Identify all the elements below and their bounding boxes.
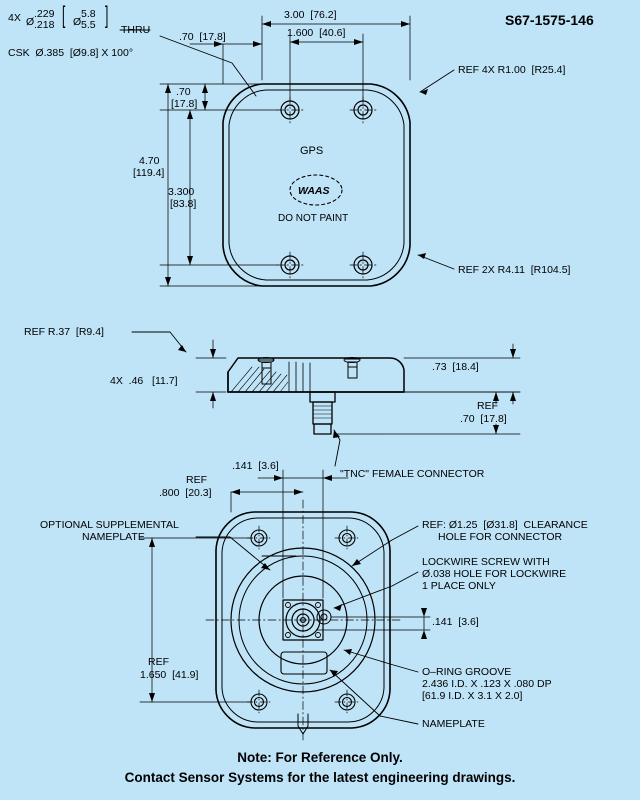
lockwire-line1: LOCKWIRE SCREW WITH bbox=[422, 556, 550, 568]
bracket-open-icon: [ bbox=[62, 2, 66, 29]
do-not-paint-label: DO NOT PAINT bbox=[278, 213, 349, 224]
lockwire-line2: Ø.038 HOLE FOR LOCKWIRE bbox=[422, 568, 567, 580]
dim-70-top: .70 [17.8] bbox=[179, 31, 226, 43]
dim-70-left-line2: [17.8] bbox=[171, 98, 198, 110]
csk-note: CSK Ø.385 [Ø9.8] X 100° bbox=[8, 47, 134, 59]
dim-70-side: .70 [17.8] bbox=[460, 413, 507, 425]
bracket-close-icon: ] bbox=[105, 2, 109, 29]
hole-dia-inch-max: .229 bbox=[34, 8, 55, 20]
hole-dia-symbol-1: Ø bbox=[26, 16, 35, 28]
oring-line2: 2.436 I.D. X .123 X .080 DP bbox=[422, 678, 552, 690]
hole-dia-mm-max: 5.8 bbox=[81, 8, 96, 20]
dim-3-00: 3.00 [76.2] bbox=[284, 9, 337, 21]
dim-3-300-line2: [83.8] bbox=[170, 198, 197, 210]
nameplate-label: NAMEPLATE bbox=[422, 718, 485, 730]
ref-label-side: REF bbox=[477, 400, 498, 412]
note-line-1: Note: For Reference Only. bbox=[237, 750, 403, 765]
lockwire-line3: 1 PLACE ONLY bbox=[422, 580, 496, 592]
optional-nameplate-line2: NAMEPLATE bbox=[82, 531, 145, 543]
hole-dia-symbol-2: Ø bbox=[73, 16, 82, 28]
tnc-connector-label: "TNC" FEMALE CONNECTOR bbox=[340, 468, 485, 480]
ref-r1-00: REF 4X R1.00 [R25.4] bbox=[458, 64, 566, 76]
dim-73: .73 [18.4] bbox=[432, 361, 479, 373]
dim-70-left-line1: .70 bbox=[176, 86, 191, 98]
clearance-hole-line2: HOLE FOR CONNECTOR bbox=[438, 531, 563, 543]
clearance-hole-line1: REF: Ø1.25 [Ø31.8] CLEARANCE bbox=[422, 519, 588, 531]
ref-800-line2: .800 [20.3] bbox=[159, 487, 212, 499]
hole-thru-note: THRU bbox=[121, 24, 151, 36]
dim-141-right: .141 [3.6] bbox=[432, 616, 479, 628]
hole-callout-qty: 4X bbox=[8, 12, 21, 24]
dim-141-top: .141 [3.6] bbox=[232, 460, 279, 472]
part-number: S67-1575-146 bbox=[505, 12, 594, 28]
dim-4-70-line1: 4.70 bbox=[139, 155, 160, 167]
optional-nameplate-line1: OPTIONAL SUPPLEMENTAL bbox=[40, 519, 179, 531]
waas-label: WAAS bbox=[298, 185, 330, 197]
note-line-2: Contact Sensor Systems for the latest engineering drawings. bbox=[124, 770, 516, 785]
dim-4x-46: 4X .46 [11.7] bbox=[110, 375, 178, 387]
gps-label: GPS bbox=[300, 145, 324, 157]
oring-line3: [61.9 I.D. X 3.1 X 2.0] bbox=[422, 690, 523, 702]
ref-r4-11: REF 2X R4.11 [R104.5] bbox=[458, 264, 571, 276]
hole-dia-inch-min: .218 bbox=[34, 19, 55, 31]
ref-800-line1: REF bbox=[186, 474, 207, 486]
ref-1650-line1: REF bbox=[148, 656, 169, 668]
dim-4-70-line2: [119.4] bbox=[133, 167, 165, 179]
dim-1-600: 1.600 [40.6] bbox=[287, 27, 346, 39]
oring-line1: O–RING GROOVE bbox=[422, 666, 512, 678]
hole-dia-mm-min: 5.5 bbox=[81, 19, 96, 31]
ref-r37: REF R.37 [R9.4] bbox=[24, 326, 104, 338]
dim-3-300-line1: 3.300 bbox=[168, 186, 195, 198]
ref-1650-line2: 1.650 [41.9] bbox=[140, 669, 199, 681]
